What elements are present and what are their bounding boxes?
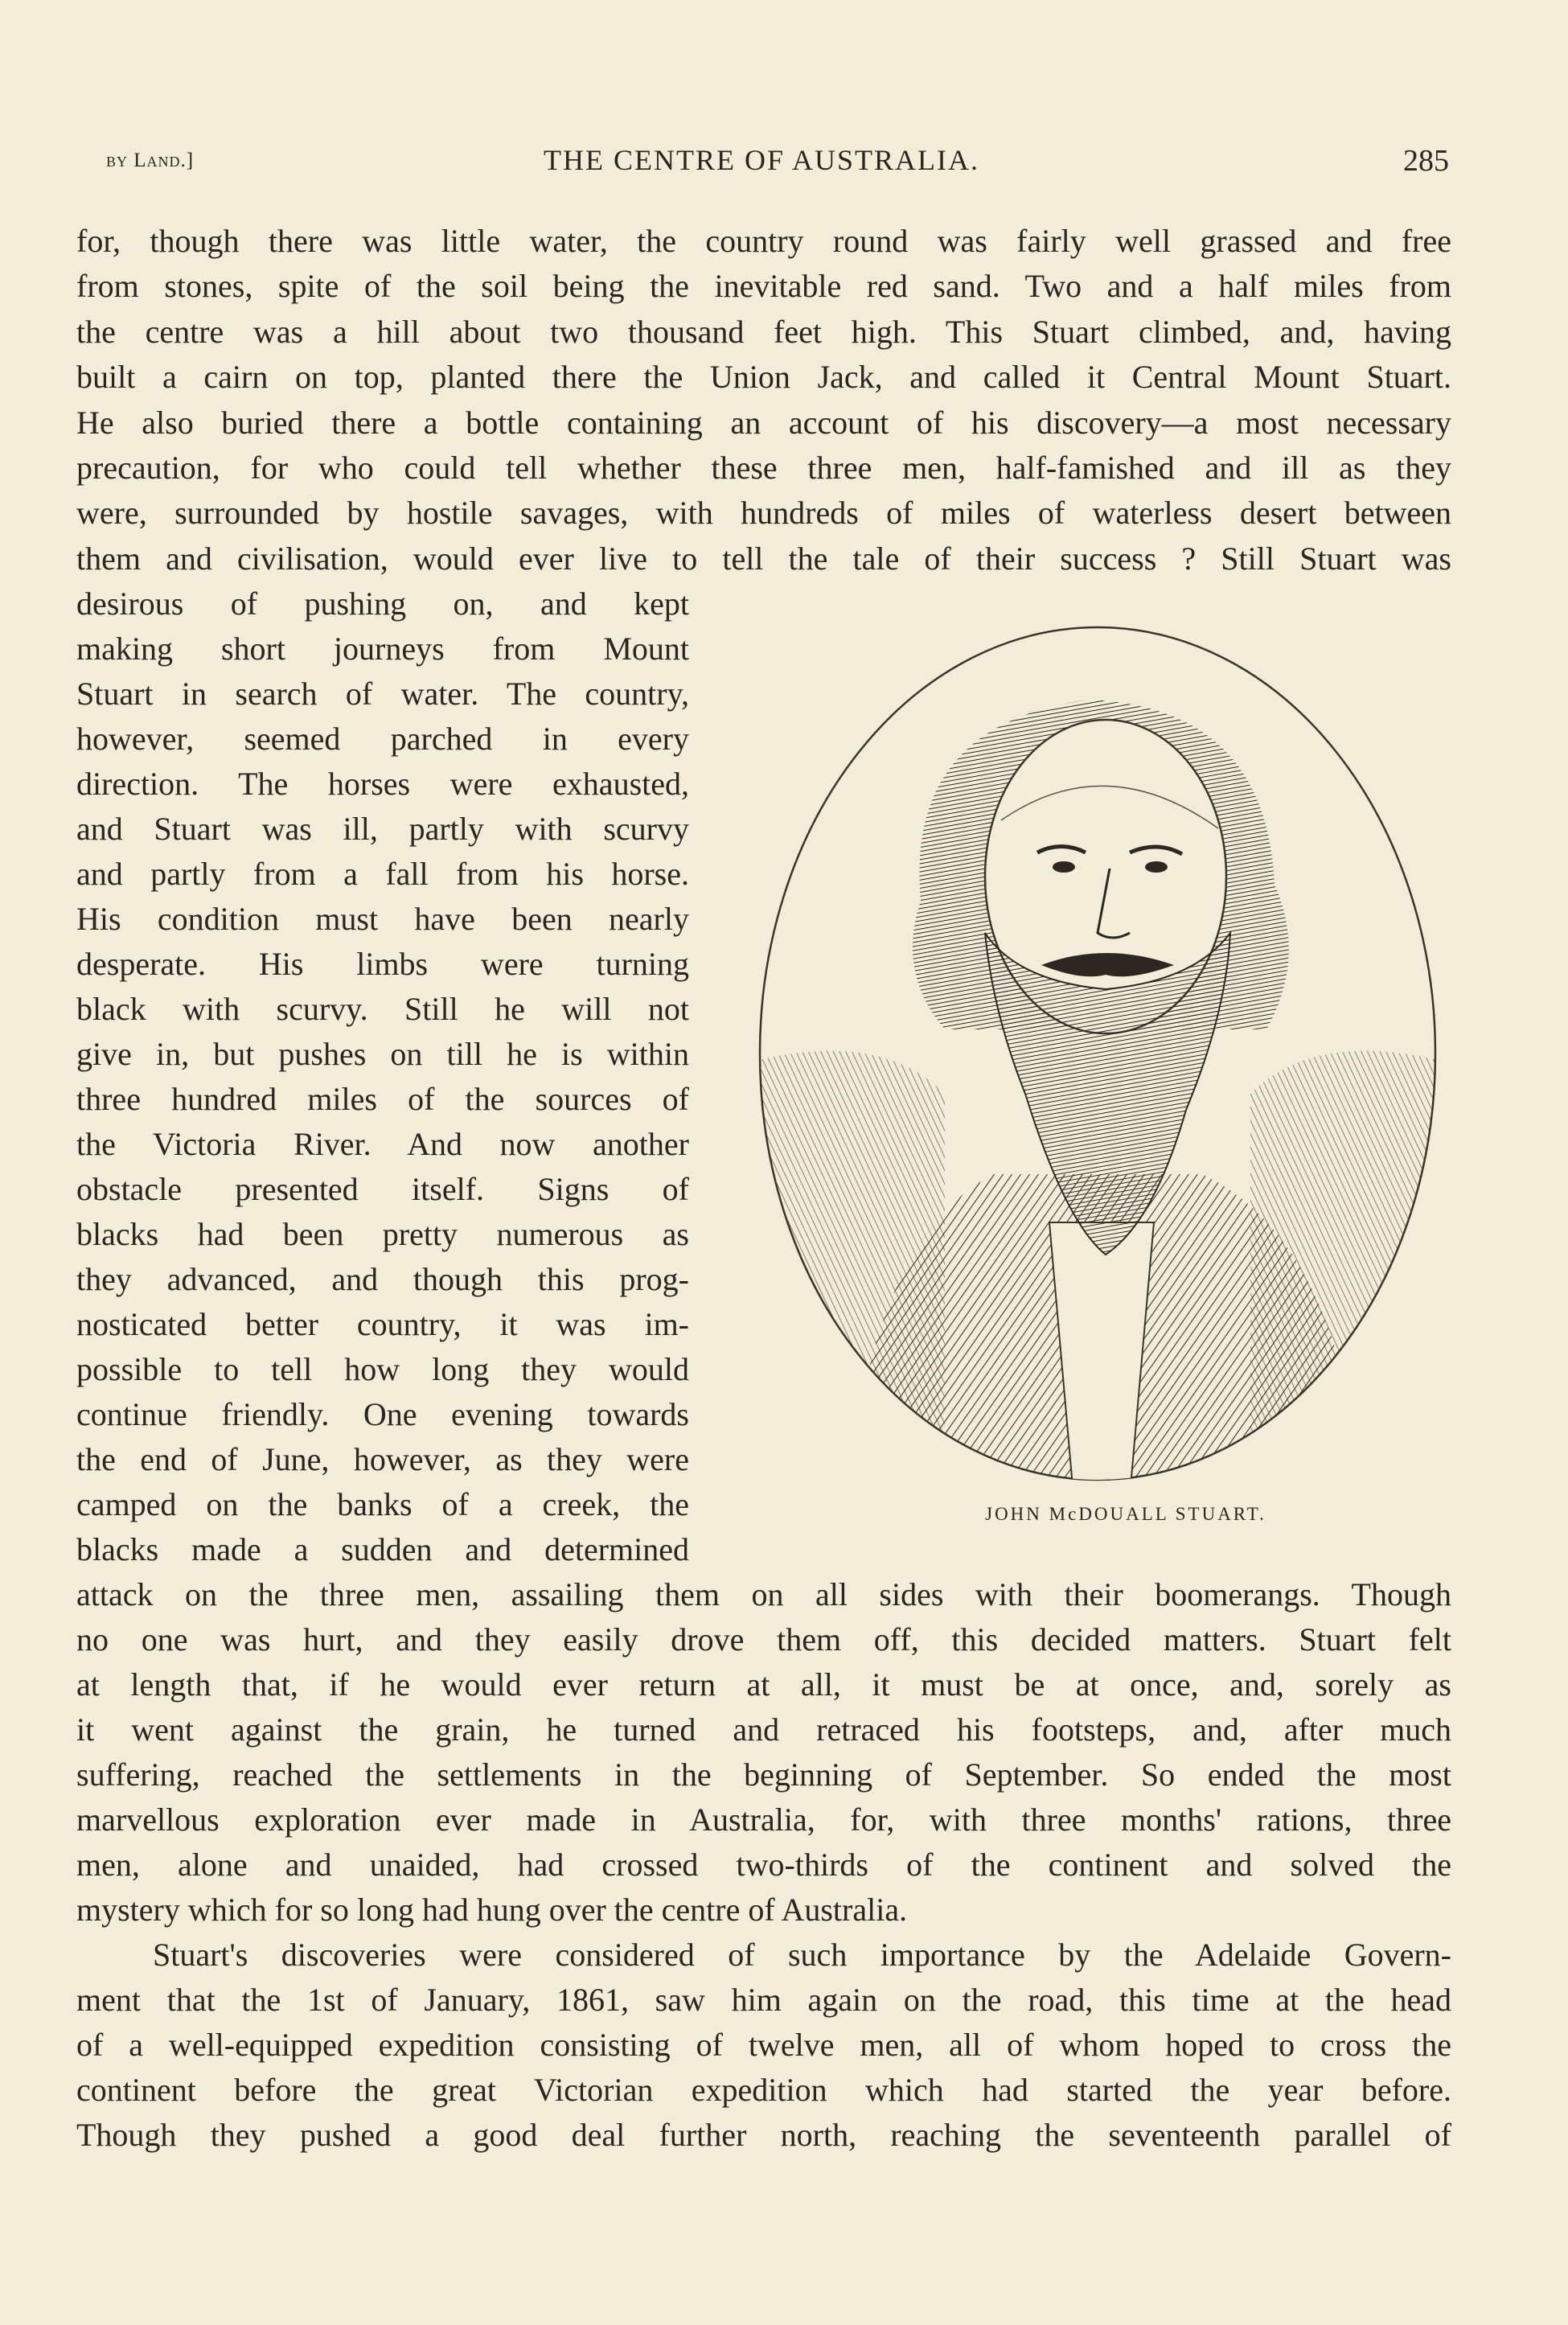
page-number: 285 <box>1403 144 1449 178</box>
running-head-title: THE CENTRE OF AUSTRALIA. <box>544 144 979 176</box>
portrait-caption: JOHN McDOUALL STUART. <box>985 1504 1266 1524</box>
text-line: possible to tell how long they would <box>76 1351 689 1387</box>
text-line: Though they pushed a good deal further north, reaching the seventeenth parallel of <box>76 2117 1451 2153</box>
text-line: and Stuart was ill, partly with scurvy <box>76 811 689 847</box>
text-line: three hundred miles of the sources of <box>76 1081 689 1117</box>
text-line: direction. The horses were exhausted, <box>76 766 689 802</box>
text-line: ment that the 1st of January, 1861, saw him again on the road, this time at the head <box>76 1982 1451 2018</box>
text-line: suffering, reached the settlements in the beginning of September. So ended the most <box>76 1756 1451 1793</box>
text-line: men, alone and unaided, had crossed two-thirds of the continent and solved the <box>76 1846 1451 1883</box>
text-line: making short journeys from Mount <box>76 631 689 667</box>
text-line: His condition must have been nearly <box>76 901 689 937</box>
text-line: they advanced, and though this prog- <box>76 1261 689 1297</box>
text-line: of a well-equipped expedition consisting of twelve men, all of whom hoped to cross the <box>76 2027 1451 2063</box>
text-line: blacks had been pretty numerous as <box>76 1216 689 1252</box>
text-line: precaution, for who could tell whether these three men, half-famished and ill as they <box>76 450 1451 486</box>
text-line: the end of June, however, as they were <box>76 1441 689 1477</box>
text-line: them and civilisation, would ever live to tell the tale of their success ? Still Stuart was <box>76 540 1451 577</box>
text-line: continent before the great Victorian expedition which had started the year before. <box>76 2072 1451 2108</box>
text-line: the centre was a hill about two thousand feet high. This Stuart climbed, and, having <box>76 314 1451 350</box>
text-line: it went against the grain, he turned and retraced his footsteps, and, after much <box>76 1711 1451 1748</box>
text-line: however, seemed parched in every <box>76 721 689 757</box>
text-line: continue friendly. One evening towards <box>76 1396 689 1432</box>
running-head <box>74 143 1449 180</box>
text-line: from stones, spite of the soil being the inevitable red sand. Two and a half miles from <box>76 268 1451 304</box>
text-line: blacks made a sudden and determined <box>76 1531 689 1567</box>
text-line: at length that, if he would ever return at all, it must be at once, and, sorely as <box>76 1666 1451 1703</box>
text-line: He also buried there a bottle containing an account of his discovery—a most necessary <box>76 405 1451 441</box>
text-line: no one was hurt, and they easily drove them off, this decided matters. Stuart felt <box>76 1621 1451 1657</box>
text-line: and partly from a fall from his horse. <box>76 856 689 892</box>
text-line: for, though there was little water, the country round was fairly well grassed and free <box>76 223 1451 259</box>
text-line: give in, but pushes on till he is within <box>76 1036 689 1072</box>
text-line: Stuart in search of water. The country, <box>76 676 689 712</box>
text-line: desperate. His limbs were turning <box>76 946 689 982</box>
text-line: nosticated better country, it was im- <box>76 1306 689 1342</box>
text-line: marvellous exploration ever made in Australia, for, with three months' rations, three <box>76 1801 1451 1838</box>
text-line: attack on the three men, assailing them on all sides with their boomerangs. Though <box>76 1576 1451 1612</box>
text-line: desirous of pushing on, and kept <box>76 585 689 622</box>
portrait-engraving <box>752 611 1443 1496</box>
text-line: obstacle presented itself. Signs of <box>76 1171 689 1207</box>
running-head-section: by Land.] <box>106 150 195 171</box>
paragraph-start-line: Stuart's discoveries were considered of such importance by the Adelaide Govern- <box>153 1937 1451 1973</box>
text-line: the Victoria River. And now another <box>76 1126 689 1162</box>
text-line: black with scurvy. Still he will not <box>76 991 689 1027</box>
text-line: built a cairn on top, planted there the Union Jack, and called it Central Mount Stuart. <box>76 359 1451 395</box>
text-line: were, surrounded by hostile savages, with hundreds of miles of waterless desert between <box>76 495 1451 531</box>
text-line: camped on the banks of a creek, the <box>76 1486 689 1522</box>
paragraph-end-line: mystery which for so long had hung over the centre of Australia. <box>76 1892 908 1928</box>
